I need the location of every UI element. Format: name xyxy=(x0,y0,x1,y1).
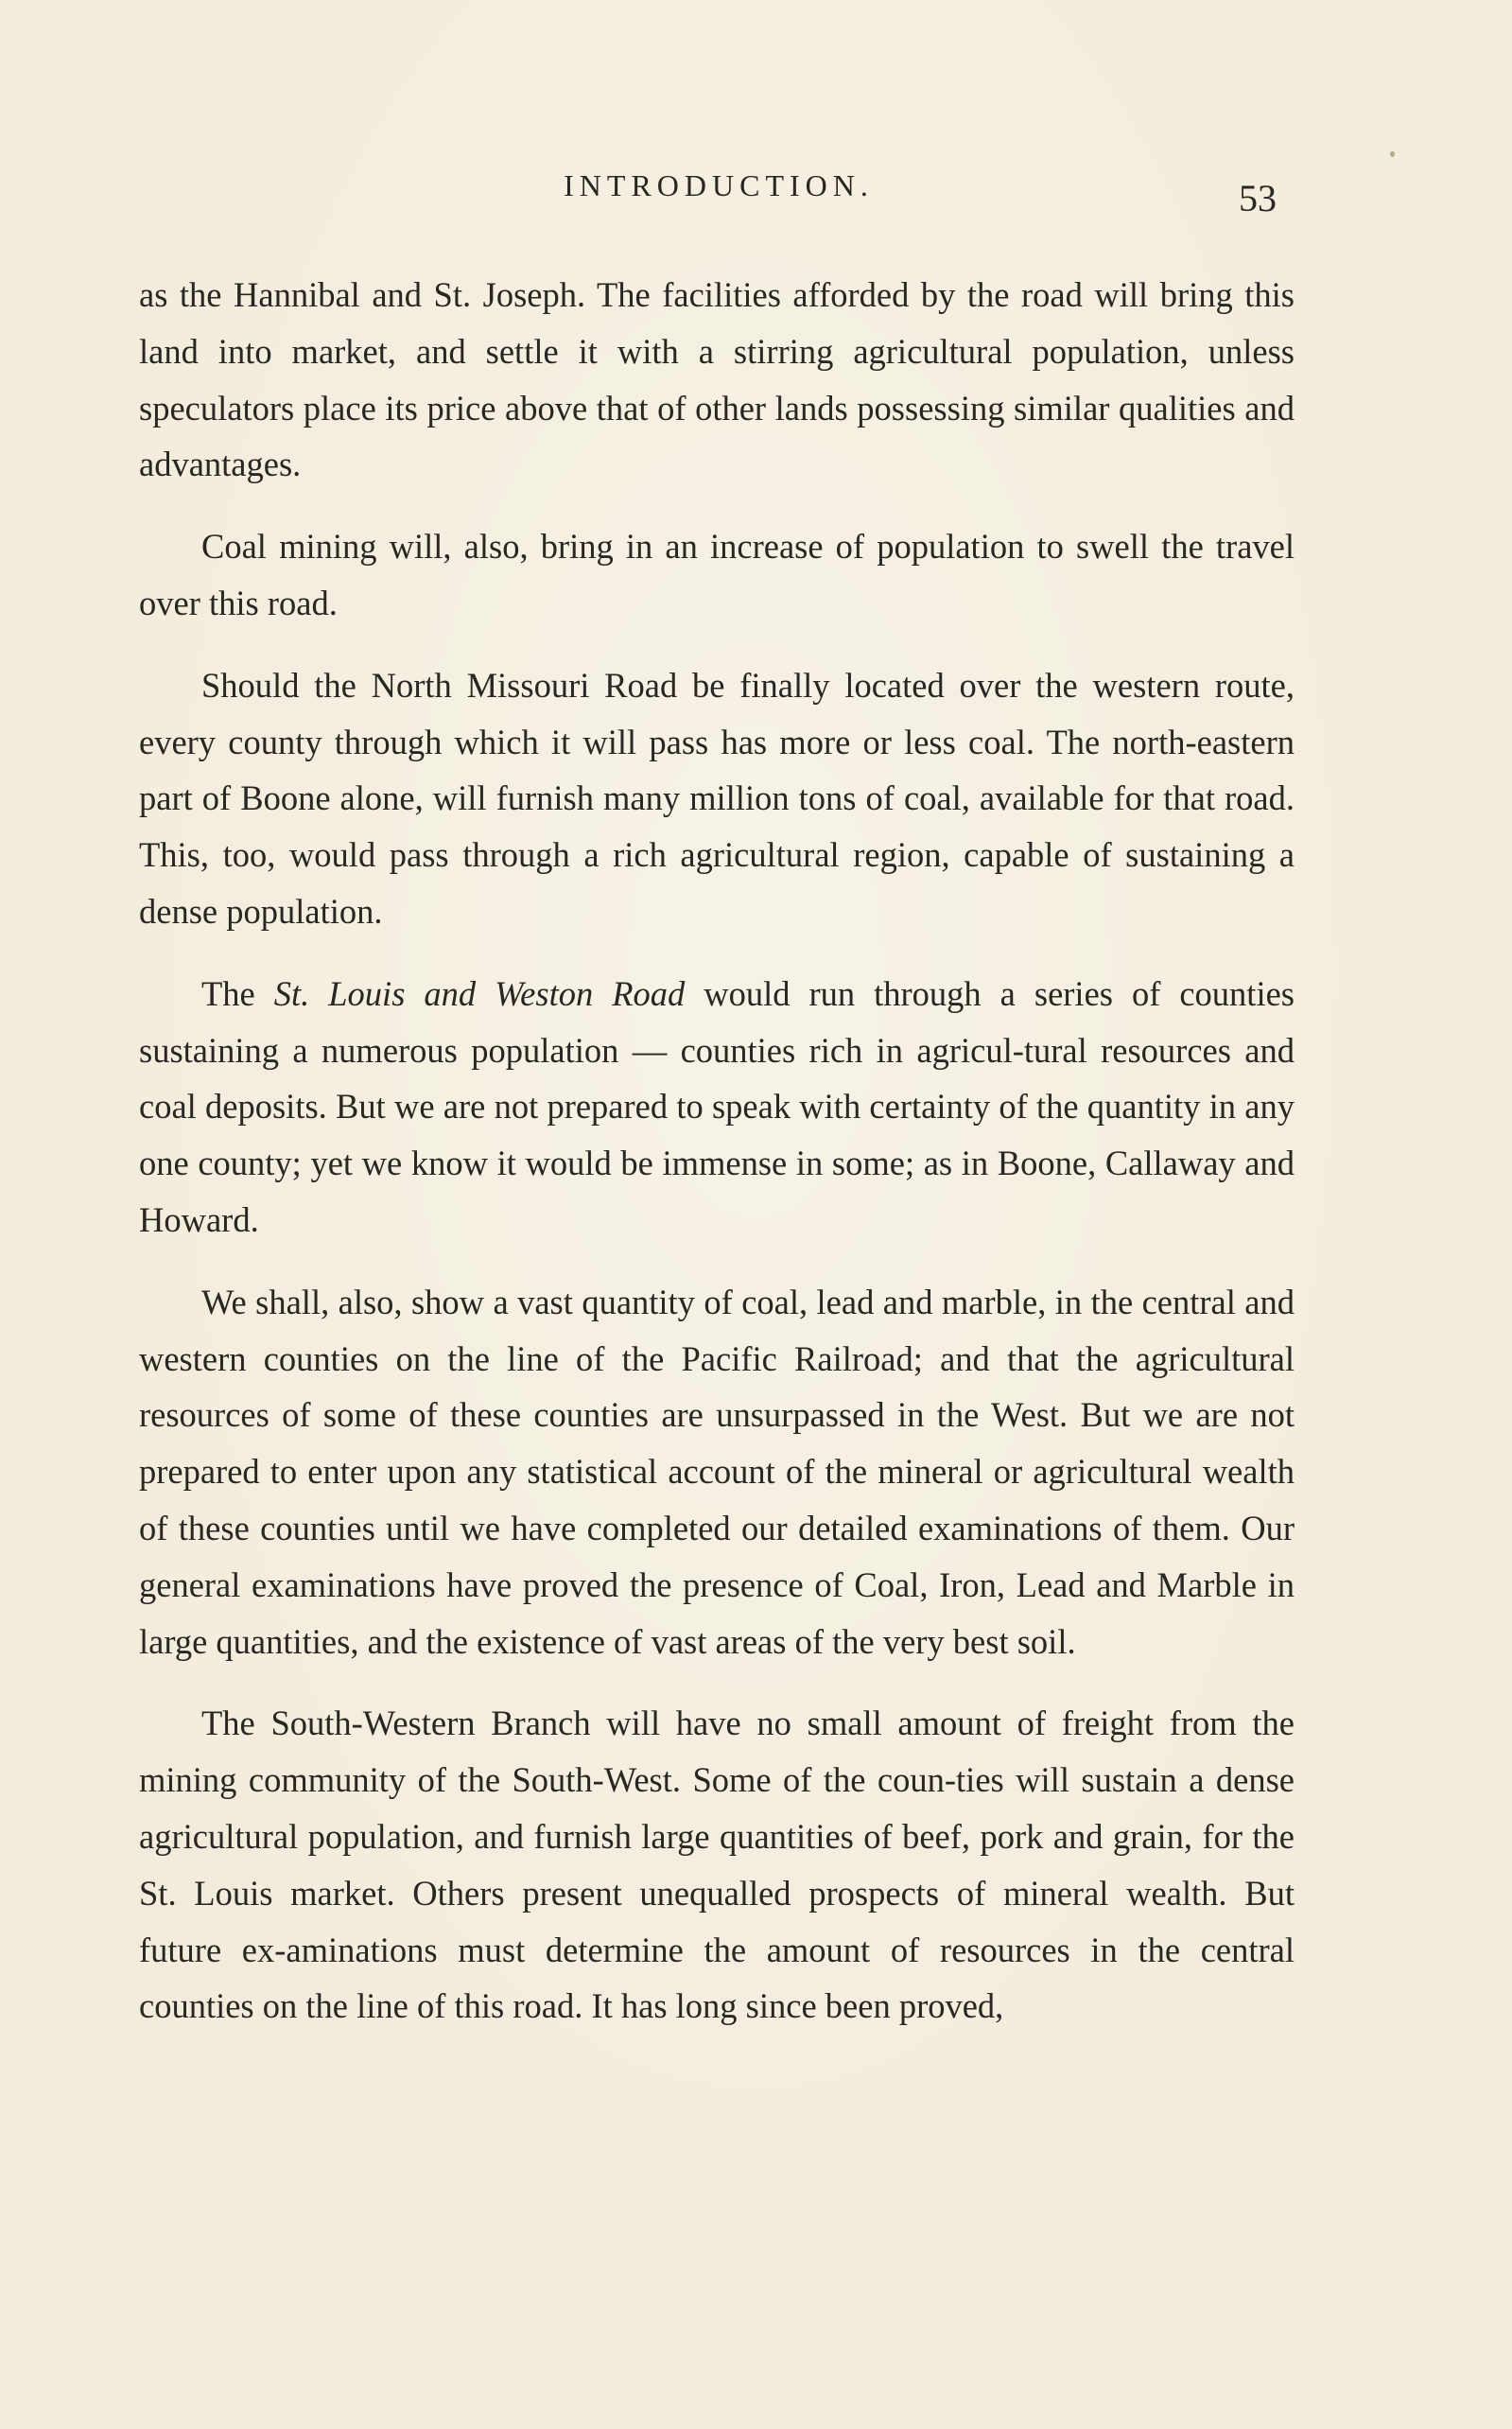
running-head: INTRODUCTION. xyxy=(564,168,874,202)
paragraph-st-louis-weston xyxy=(139,966,1295,1249)
paragraph-lead-in: The xyxy=(201,973,274,1013)
paragraph-pacific-railroad: We shall, also, show a vast quantity of coal, lead and marble, in the central and western counties on the line of the Pacific Railroad; and that the agricultural resources of some of these counties are unsurpassed in the West. But we are not prepared to enter upon any statistical account of the mineral or agricultural wealth of these counties until we have completed our detailed examinations of them. Our general examinations have proved the presence of Coal, Iron, Lead and Marble in large quantities, and the existence of vast areas of the very best soil. xyxy=(139,1282,1295,1661)
body-text xyxy=(139,267,1295,2035)
italic-road-name: St. Louis and Weston Road xyxy=(273,973,686,1013)
paragraph-south-western-branch: The South-Western Branch will have no small amount of freight from the mining community of the South-West. Some of the coun-ties will sustain a dense agricultural population, and furnish large quantities of beef, pork and grain, for the St. Louis market. Others present unequalled prospects of mineral wealth. But future ex-aminations must determine the amount of resources in the central counties on the line of this road. It has long since been proved, xyxy=(139,1704,1295,2026)
paragraph-coal-mining: Coal mining will, also, bring in an increase of population to swell the travel over this road. xyxy=(139,527,1295,622)
paper-fleck xyxy=(1390,151,1395,157)
paragraph-north-missouri: Should the North Missouri Road be finally located over the western route, every county through which it will pass has more or less coal. The north-eastern part of Boone alone, will furnish many million tons of coal, available for that road. This, too, would pass through a rich agricultural region, capable of sustaining a dense population. xyxy=(139,665,1295,931)
page-number: 53 xyxy=(1239,177,1277,219)
paragraph-continued: as the Hannibal and St. Joseph. The facilities afforded by the road will bring this land into market, and settle it with a stirring agricultural population, unless speculators place its price above that of other lands possessing similar qualities and advantages. xyxy=(139,275,1295,484)
paragraph-remainder: would run through a series of counties sustaining a numerous population — counties rich in agricul-tural resources and coal deposits. But we are not prepared to speak with certainty of the quantity in any one county; yet we know it would be immense in some; as in Boone, Callaway and Howard. xyxy=(139,973,1295,1239)
